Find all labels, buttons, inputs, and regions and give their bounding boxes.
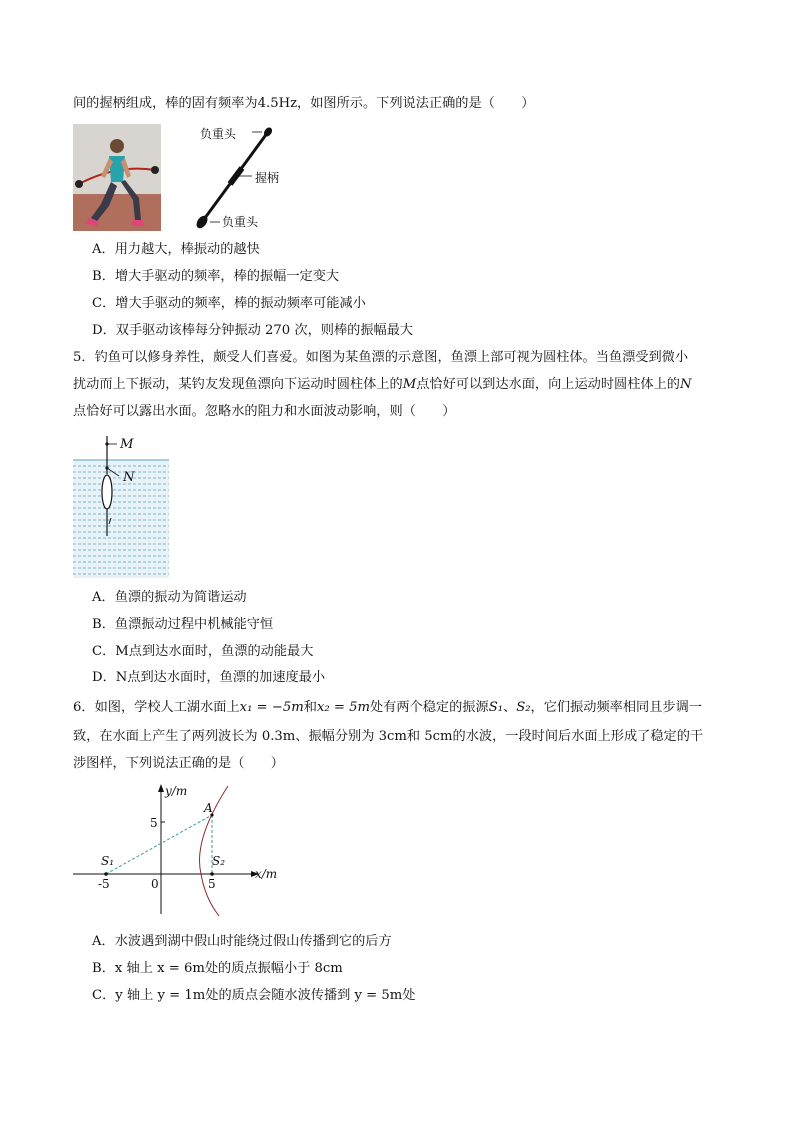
q4-label-top-head: 负重头 (200, 127, 237, 141)
q5-option-b[interactable]: B．鱼漂振动过程中机械能守恒 (92, 617, 274, 632)
q5-label-n: N (123, 470, 135, 485)
q6-tick-neg5: -5 (98, 877, 110, 891)
q5-option-c[interactable]: C．M点到达水面时，鱼漂的动能最大 (92, 644, 314, 659)
q6-tick-0: 0 (151, 877, 159, 891)
q4-label-handle: 握柄 (255, 171, 280, 185)
q5-stem-line3: 点恰好可以露出水面。忽略水的阻力和水面波动影响，则（ ） (73, 404, 456, 419)
q6-tick-x5: 5 (208, 877, 216, 891)
q5-option-a[interactable]: A．鱼漂的振动为简谐运动 (92, 590, 247, 605)
q6-x-axis-label: x/m (255, 867, 278, 881)
q6-graph (73, 780, 293, 920)
q6-stem-line3: 涉图样，下列说法正确的是（ ） (73, 756, 284, 771)
q5-stem-line2: 扰动而上下振动，某钓友发现鱼漂向下运动时圆柱体上的M点恰好可以到达水面，向上运动时圆柱体上的N (73, 377, 692, 392)
q5-label-m: M (120, 437, 134, 452)
q6-label-s2: S₂ (212, 854, 226, 868)
q6-y-axis-label: y/m (165, 784, 188, 798)
q4-photo (73, 124, 161, 231)
q5-option-d[interactable]: D．N点到达水面时，鱼漂的加速度最小 (92, 670, 326, 685)
q6-point-a: A (204, 801, 213, 815)
q4-label-bottom-head: 负重头 (222, 215, 259, 229)
q5-float-diagram (73, 432, 173, 578)
q6-option-c[interactable]: C．y 轴上 y = 1m处的质点会随水波传播到 y = 5m处 (92, 988, 416, 1003)
q4-stem-line1: 间的握柄组成，棒的固有频率为4.5Hz，如图所示。下列说法正确的是（ ） (73, 96, 535, 111)
q4-option-b[interactable]: B．增大手驱动的频率，棒的振幅一定变大 (92, 269, 340, 284)
q6-stem-line1: 6．如图，学校人工湖水面上x₁ = −5m和x₂ = 5m处有两个稳定的振源S₁、S₂，它们振动频率相同且步调一 (73, 700, 702, 715)
q6-option-a[interactable]: A．水波遇到湖中假山时能绕过假山传播到它的后方 (92, 934, 392, 949)
q4-option-c[interactable]: C．增大手驱动的频率，棒的振动频率可能减小 (92, 296, 366, 311)
q6-label-s1: S₁ (101, 854, 115, 868)
q4-option-a[interactable]: A．用力越大，棒振动的越快 (92, 242, 260, 257)
q6-option-b[interactable]: B．x 轴上 x = 6m处的质点振幅小于 8cm (92, 961, 343, 976)
q5-stem-line1: 5．钓鱼可以修身养性，颇受人们喜爱。如图为某鱼漂的示意图，鱼漂上部可视为圆柱体。当鱼漂受到微小 (73, 350, 689, 365)
q4-option-d[interactable]: D．双手驱动该棒每分钟振动 270 次，则棒的振幅最大 (92, 323, 414, 338)
q6-stem-line2: 致，在水面上产生了两列波长为 0.3m、振幅分别为 3cm和 5cm的水波，一段时间后水面上形成了稳定的干 (73, 729, 704, 744)
q6-tick-y5: 5 (150, 816, 158, 830)
